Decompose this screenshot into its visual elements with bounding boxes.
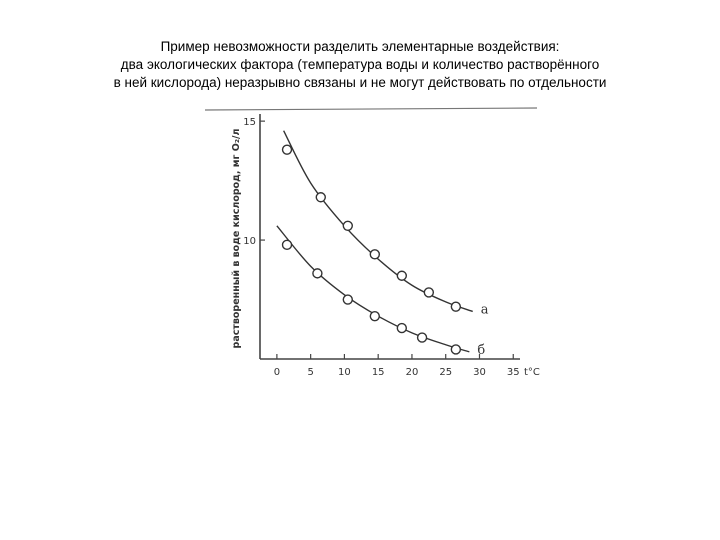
x-axis-label: t°C <box>524 367 540 378</box>
series-2-point <box>313 269 322 278</box>
series-1-point <box>397 271 406 280</box>
x-tick-label: 0 <box>273 367 281 378</box>
y-tick-label: 10 <box>243 236 256 248</box>
series-1-point <box>283 145 292 154</box>
series-2-point <box>343 295 352 304</box>
slide-title <box>30 38 690 92</box>
series-2-point <box>283 240 292 249</box>
series-1-point <box>370 250 379 259</box>
x-tick-label: 5 <box>307 367 314 378</box>
series-2-curve <box>277 226 469 352</box>
chart-svg <box>205 104 540 394</box>
oxygen-temperature-chart <box>205 104 540 394</box>
title-line-3: в ней кислорода) неразрывно связаны и не могут действовать по отдельности <box>113 75 607 90</box>
x-tick-label: 15 <box>371 367 385 378</box>
title-line-1: Пример невозможности разделить элементарные воздействия: <box>160 39 560 54</box>
x-tick-label: 35 <box>506 367 520 378</box>
series-1-curve <box>284 131 473 312</box>
y-tick-label: 15 <box>243 117 256 129</box>
x-tick-label: 20 <box>405 367 419 378</box>
series-2-point <box>451 345 460 354</box>
series-2-point <box>418 333 427 342</box>
series-1-label: а <box>480 302 489 318</box>
series-1-point <box>451 302 460 311</box>
series-2-point <box>397 324 406 333</box>
series-1-point <box>343 221 352 230</box>
x-tick-label: 10 <box>338 367 351 378</box>
series-2-point <box>370 312 379 321</box>
series-2-label: б <box>477 342 486 358</box>
title-line-2: два экологических фактора (температура воды и количество растворённого <box>120 57 600 72</box>
x-tick-label: 30 <box>473 367 486 378</box>
series-1-point <box>424 288 433 297</box>
y-axis-label: растворенный в воде кислород, мг O₂/л <box>231 128 242 349</box>
scan-top-edge <box>205 108 537 110</box>
x-tick-label: 25 <box>439 367 453 378</box>
series-1-point <box>316 193 325 202</box>
